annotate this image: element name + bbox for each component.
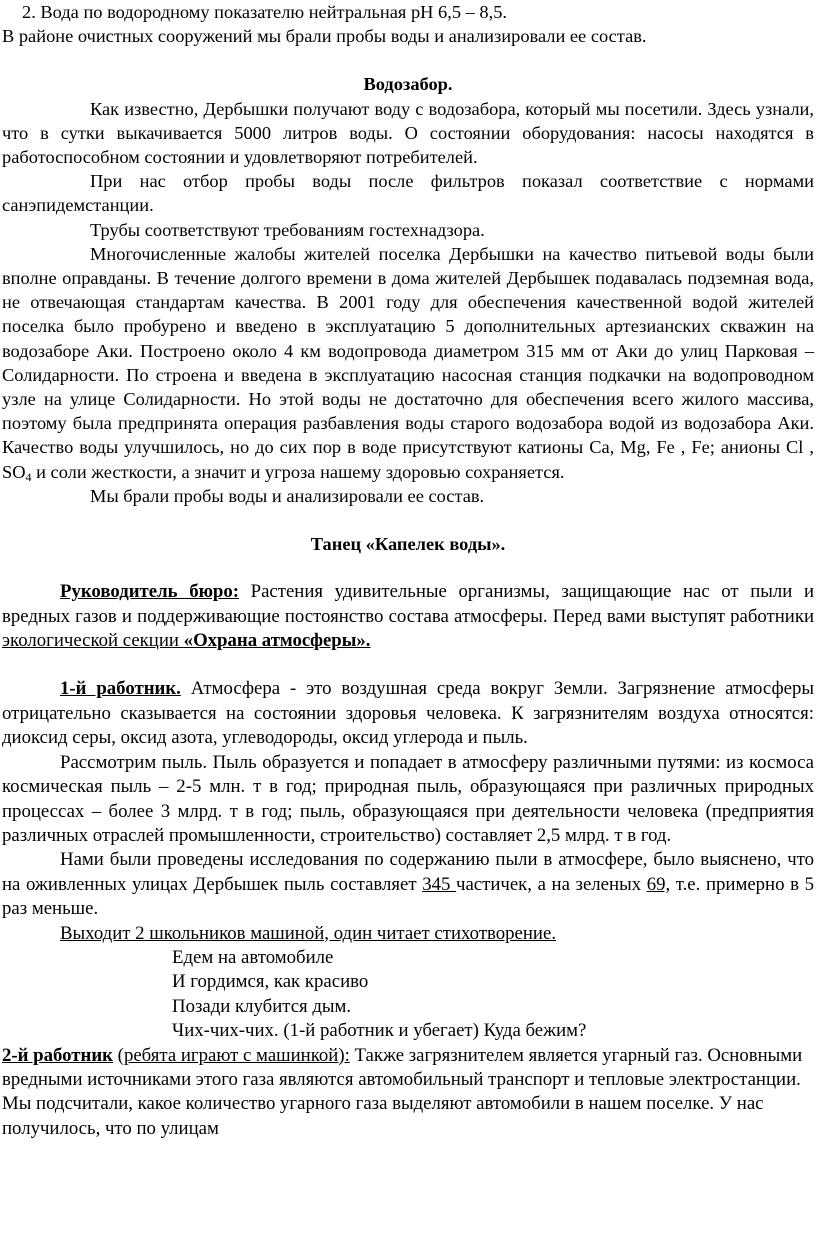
worker-1-text: Атмосфера - это воздушная среда вокруг Земли. Загрязнение атмосферы отрицательно сказывается на состоянии здоровья человека. К загрязнителям воздуха относятся: диоксид серы, оксид азота, углеводороды, оксид углерода и пыль. — [2, 678, 814, 749]
paragraph-sampling: В районе очистных сооружений мы брали пробы воды и анализировали ее состав. — [2, 26, 647, 47]
stage-direction-2: ребята играют с машинкой) — [123, 1044, 345, 1066]
study-count-busy: 345 — [422, 873, 456, 895]
paragraph-vodozabor-5: Мы брали пробы воды и анализировали ее состав. — [90, 485, 485, 506]
paragraph-vodozabor-4-text-a: Многочисленные жалобы жителей поселка Дербышки на качество питьевой воды были вполне оправданы. В течение долгого времени в дома жителей Дербышек подавалась подземная вода, не отвечающая стандартам качества. В 2001 году для обеспечения качественной водой жителей поселка было пробурено и введено в эксплуатацию 5 дополнительных артезианских скважин на водозаборе Аки. Построено около 4 км водопровода диаметром 315 мм от Аки до улиц Парковая – Солидарности. По строена и введена в эксплуатацию насосная станция подкачки на водопроводном узле на улице Солидарности. Но этой воды не достаточно для обеспечения всего жилого массива, поэтому была предпринята операция разбавления воды старого водозабора водой из водозабора Аки. Качество воды улучшилось, но до сих пор в воде присутствуют катионы Ca, Mg, Fe , Fe; анионы Cl , SO — [2, 243, 814, 482]
section-name: «Охрана атмосферы». — [183, 630, 371, 652]
paragraph-vodozabor-2: При нас отбор пробы воды после фильтров показал соответствие с нормами санэпидемстанции. — [2, 171, 814, 216]
heading-dance: Танец «Капелек воды». — [310, 534, 506, 555]
paragraph-vodozabor-1: Как известно, Дербышки получают воду с водозабора, который мы посетили. Здесь узнали, что в сутки выкачивается 5000 литров воды. О состоянии оборудования: насосы находятся в работоспособном состоянии и удовлетворяют потребителей. — [2, 98, 814, 168]
worker-2-text: Также загрязнителем является угарный газ. Основными вредными источниками этого газа являются автомобильный транспорт и тепловые электростанции. Мы подсчитали, какое количество угарного газа выделяют автомобили в нашем поселке. У нас получилось, что по улицам — [2, 1044, 803, 1139]
poem-line-3: Позади клубится дым. — [172, 995, 352, 1017]
poem-line-4: Чих-чих-чих. (1-й работник и убегает) Куда бежим? — [172, 1020, 587, 1042]
bureau-text: Растения удивительные организмы, защищающие нас от пыли и вредных газов и поддерживающие постоянство состава атмосферы. Перед вами выступят работники — [2, 581, 814, 627]
poem-line-1: Едем на автомобиле — [172, 946, 334, 968]
paragraph-dust: Рассмотрим пыль. Пыль образуется и попадает в атмосферу различными путями: из космоса космическая пыль – 2-5 млн. т в год; природная пыль, образующаяся при различных природных процессах – более 3 млрд. т в год; пыль, образующаяся при деятельности человека (предприятия различных отраслей промышленности, строительство) составляет 2,5 млрд. т в год. — [2, 751, 814, 846]
heading-vodozabor: Водозабор. — [363, 74, 453, 95]
paragraph-vodozabor-3: Трубы соответствуют требованиям гостехнадзора. — [90, 219, 485, 240]
paragraph-worker-1 — [2, 677, 814, 750]
worker-2-colon: : — [344, 1044, 350, 1066]
stage-direction-1 — [2, 922, 814, 946]
paragraph-worker-2 — [2, 1044, 814, 1142]
study-text-b: частичек, а на зеленых — [456, 873, 647, 895]
paragraph-study — [2, 848, 814, 921]
paragraph-ph: 2. Вода по водородному показателю нейтральная pH 6,5 – 8,5. — [22, 2, 507, 22]
study-text-a: Нами были проведены исследования по содержанию пыли в атмосфере, было выяснено, что на оживленных улицах Дербышек пыль составляет — [2, 849, 814, 895]
section-label: экологической секции — [2, 630, 184, 652]
role-worker-2: 2-й работник — [2, 1044, 113, 1066]
study-text-c: т.е. примерно в 5 раз меньше. — [2, 873, 814, 920]
sulfate-subscript: 4 — [25, 469, 32, 484]
worker-2-paren-open: ( — [112, 1044, 124, 1066]
stage-direction-1-text: Выходит 2 школьников машиной, один читает стихотворение. — [60, 922, 557, 944]
study-count-green: 69, — [646, 873, 671, 895]
paragraph-vodozabor-4-text-b: и соли жесткости, а значит и угроза нашему здоровью сохраняется. — [31, 461, 565, 482]
paragraph-bureau-head — [2, 580, 814, 653]
paragraph-vodozabor-4 — [2, 242, 814, 484]
role-bureau-head: Руководитель бюро: — [60, 581, 240, 603]
poem-line-2: И гордимся, как красиво — [172, 971, 369, 993]
role-worker-1: 1-й работник. — [60, 678, 181, 700]
